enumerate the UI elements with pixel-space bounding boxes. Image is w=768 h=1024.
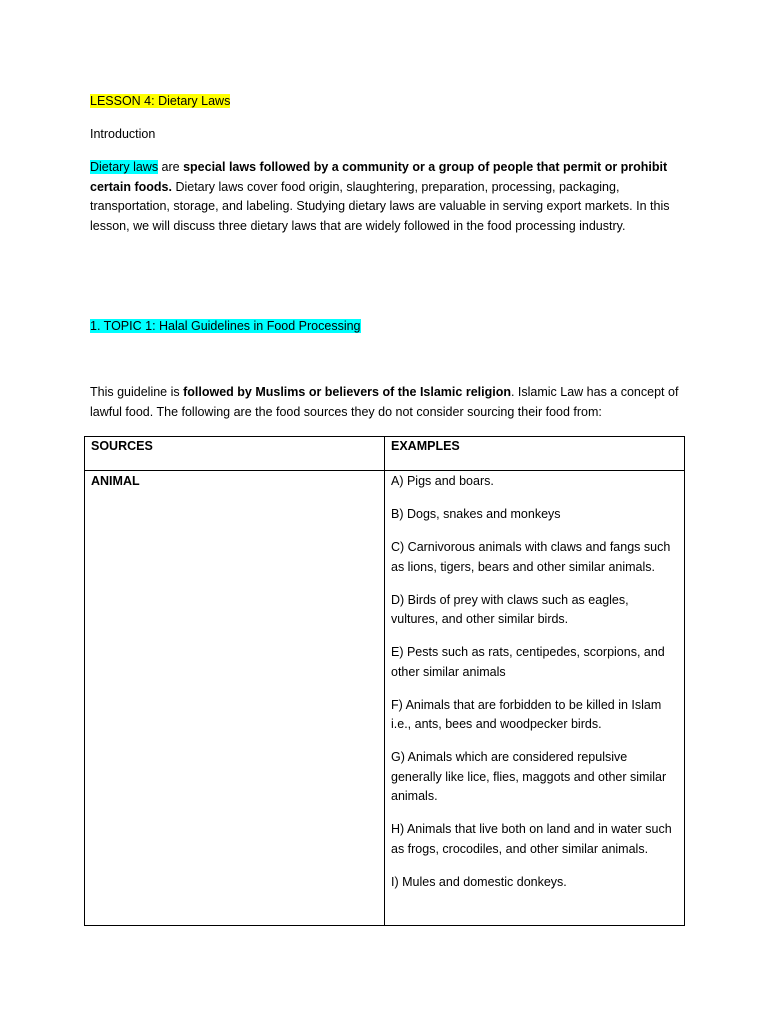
table-row [85,471,685,926]
topic1-bold: followed by Muslims or believers of the Islamic religion [183,385,511,399]
topic1-heading [90,317,680,337]
topic1-heading-text: 1. TOPIC 1: Halal Guidelines in Food Processing [90,319,361,333]
example-item: I) Mules and domestic donkeys. [391,874,567,889]
example-item: B) Dogs, snakes and monkeys [391,507,561,521]
header-examples: EXAMPLES [385,437,685,471]
topic1-lead: This guideline is [90,385,184,399]
lesson-title [90,92,680,112]
intro-rest: Dietary laws cover food origin, slaughtering, preparation, processing, packaging, transportation, storage, and labeling. Studying dietary laws are valuable in serving export markets. In this lesson, we will discuss three dietary laws that are widely followed in the food processing industry. [90,179,670,233]
dietary-laws-term: Dietary laws [90,160,159,174]
food-sources-table [84,436,685,926]
header-sources: SOURCES [85,437,385,471]
source-cell: ANIMAL [85,471,385,926]
lesson-title-text: LESSON 4: Dietary Laws [90,94,231,108]
intro-paragraph [90,158,680,236]
topic1-paragraph [90,383,680,422]
intro-definition: special laws followed by a community or a group of people that permit or prohibit certain foods. [90,160,668,194]
example-item: A) Pigs and boars. [391,474,494,488]
example-item: F) Animals that are forbidden to be killed in Islam i.e., ants, bees and woodpecker birds. [391,697,662,731]
intro-connector: are [158,160,184,174]
intro-heading: Introduction [90,127,156,141]
example-item: C) Carnivorous animals with claws and fangs such as lions, tigers, bears and other similar animals. [391,540,671,574]
table-header-row [85,437,685,471]
example-item: G) Animals which are considered repulsive generally like lice, flies, maggots and other similar animals. [391,750,667,803]
example-item: D) Birds of prey with claws such as eagles, vultures, and other similar birds. [391,592,629,626]
example-item: E) Pests such as rats, centipedes, scorpions, and other similar animals [391,645,665,679]
examples-cell [385,471,685,926]
topic1-rest: . Islamic Law has a concept of lawful food. The following are the food sources they do not consider sourcing their food from: [90,385,679,419]
example-item: H) Animals that live both on land and in water such as frogs, crocodiles, and other similar animals. [391,822,672,856]
